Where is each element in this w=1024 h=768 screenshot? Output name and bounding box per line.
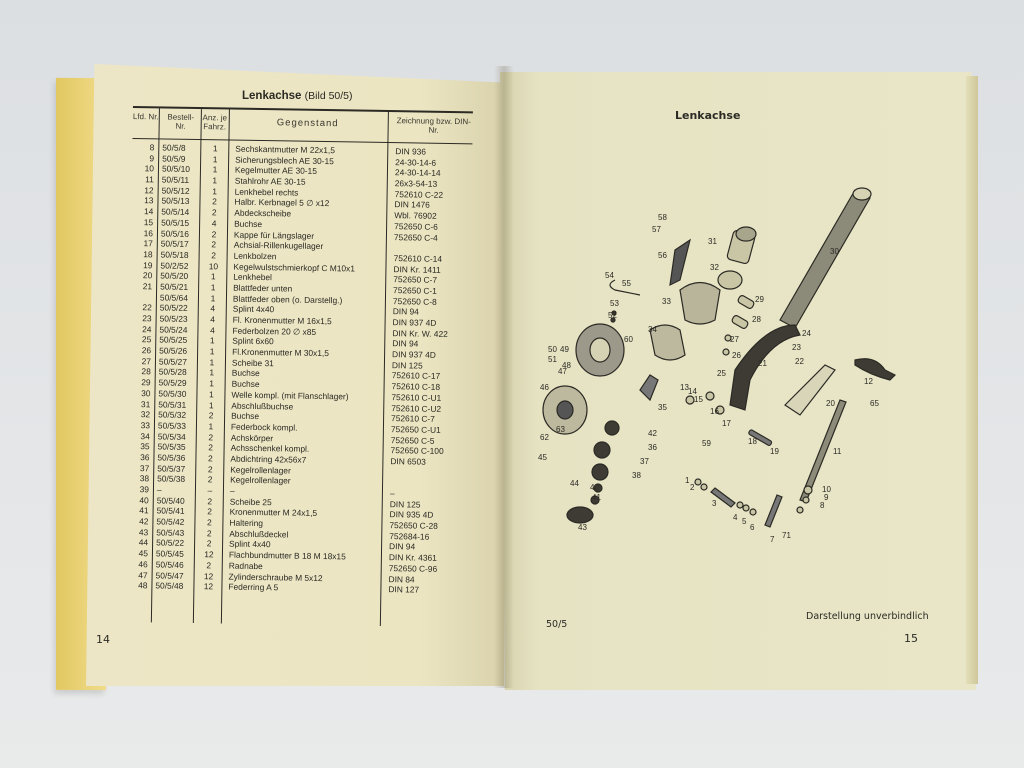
row-lfd-nr: 37 bbox=[139, 462, 150, 473]
diagram-part-label: 12 bbox=[864, 377, 873, 386]
row-zeichnung: 752610 C-U2 bbox=[391, 402, 442, 414]
row-lfd-nr: 16 bbox=[143, 227, 154, 238]
page-number-right: 15 bbox=[904, 632, 918, 645]
row-anzahl: 2 bbox=[208, 431, 214, 442]
row-anzahl: 2 bbox=[206, 527, 212, 539]
row-gegenstand: Abschlußdeckel bbox=[229, 528, 289, 540]
diagram-part-label: 23 bbox=[792, 343, 801, 352]
row-gegenstand: – bbox=[229, 485, 235, 496]
row-gegenstand: Scheibe 25 bbox=[229, 496, 272, 507]
diagram-part-label: 65 bbox=[870, 399, 879, 408]
header-zeichnung: Zeichnung bzw. DIN-Nr. bbox=[396, 116, 471, 135]
row-bestell-nr: 50/5/33 bbox=[157, 420, 186, 431]
diagram-part-label: 43 bbox=[578, 523, 587, 532]
row-anzahl: 1 bbox=[208, 399, 214, 410]
row-zeichnung: DIN 125 bbox=[389, 498, 421, 510]
row-gegenstand: Halbr. Kerbnagel 5 ∅ x12 bbox=[234, 197, 330, 209]
diagram-part-label: 31 bbox=[708, 237, 717, 246]
row-anzahl: 2 bbox=[211, 228, 217, 239]
row-anzahl: 1 bbox=[212, 186, 218, 197]
diagram-part-label: 50 bbox=[548, 345, 557, 354]
row-lfd-nr: 12 bbox=[144, 184, 154, 196]
row-anzahl: 1 bbox=[208, 421, 214, 432]
row-gegenstand: Stahlrohr AE 30-15 bbox=[234, 175, 306, 187]
row-zeichnung: DIN 84 bbox=[388, 573, 415, 584]
row-bestell-nr: 50/2/52 bbox=[160, 260, 189, 271]
row-gegenstand: Fl. Kronenmutter M 16x1,5 bbox=[232, 314, 332, 327]
diagram-part-label: 53 bbox=[610, 299, 619, 308]
row-bestell-nr: 50/5/20 bbox=[160, 270, 189, 282]
row-bestell-nr: 50/5/24 bbox=[159, 324, 188, 335]
row-lfd-nr: 8 bbox=[149, 142, 155, 153]
row-bestell-nr: 50/5/43 bbox=[156, 527, 185, 538]
diagram-part-label: 60 bbox=[624, 335, 633, 344]
row-gegenstand: Kappe für Längslager bbox=[233, 229, 315, 241]
row-zeichnung: DIN 937 4D bbox=[392, 349, 436, 360]
row-bestell-nr: 50/5/17 bbox=[160, 238, 189, 250]
row-zeichnung: 752650 C-7 bbox=[393, 274, 438, 286]
row-lfd-nr: 34 bbox=[140, 430, 150, 441]
row-zeichnung: 752610 C-7 bbox=[391, 413, 435, 424]
diagram-part-label: 9 bbox=[824, 493, 829, 502]
row-bestell-nr: 50/5/25 bbox=[159, 334, 188, 346]
row-bestell-nr: 50/5/42 bbox=[156, 516, 185, 527]
row-gegenstand: Federring A 5 bbox=[228, 581, 279, 593]
diagram-part-label: 3 bbox=[712, 499, 717, 508]
header-lfd-nr: Lfd. Nr. bbox=[132, 112, 159, 122]
diagram-part-label: 1 bbox=[685, 476, 690, 485]
diagram-part-label: 14 bbox=[688, 387, 697, 396]
diagram-part-label: 32 bbox=[710, 263, 719, 272]
row-gegenstand: Welle kompl. (mit Flanschlager) bbox=[231, 389, 349, 402]
row-gegenstand: Achsial-Rillenkugellager bbox=[233, 239, 324, 252]
row-anzahl: 1 bbox=[212, 153, 218, 165]
row-lfd-nr: 29 bbox=[141, 377, 151, 388]
diagram-part-label: 27 bbox=[730, 335, 739, 344]
row-lfd-nr: 38 bbox=[139, 473, 150, 484]
row-gegenstand: Kegelmutter AE 30-15 bbox=[234, 164, 317, 177]
row-lfd-nr: 10 bbox=[144, 163, 155, 174]
row-lfd-nr: 42 bbox=[139, 516, 149, 527]
diagram-part-label: 49 bbox=[560, 345, 569, 354]
diagram-part-label: 42 bbox=[648, 429, 657, 438]
row-anzahl: 1 bbox=[212, 175, 218, 186]
row-anzahl: 1 bbox=[210, 292, 216, 303]
diagram-title: Lenkachse bbox=[675, 109, 741, 122]
row-anzahl: 2 bbox=[211, 250, 217, 261]
diagram-part-label: 54 bbox=[605, 271, 614, 280]
row-anzahl: 1 bbox=[209, 389, 214, 400]
row-anzahl: 2 bbox=[207, 506, 213, 517]
diagram-part-label: 37 bbox=[640, 457, 649, 466]
row-bestell-nr: 50/5/64 bbox=[159, 292, 188, 303]
row-anzahl: 1 bbox=[209, 335, 215, 346]
row-lfd-nr: 32 bbox=[140, 409, 151, 420]
row-anzahl: 4 bbox=[210, 303, 216, 314]
row-zeichnung: 26x3-54-13 bbox=[394, 178, 438, 189]
diagram-part-label: 58 bbox=[658, 213, 667, 222]
row-zeichnung: 752650 C-1 bbox=[393, 285, 437, 296]
row-gegenstand: Flachbundmutter B 18 M 18x15 bbox=[228, 549, 346, 562]
diagram-part-label: 30 bbox=[830, 247, 839, 256]
row-zeichnung: DIN Kr. 1411 bbox=[393, 263, 441, 275]
diagram-part-label: 8 bbox=[820, 501, 825, 510]
row-gegenstand: Sicherungsblech AE 30-15 bbox=[235, 154, 334, 166]
diagram-part-label: 20 bbox=[826, 399, 835, 408]
row-zeichnung: 752650 C-28 bbox=[389, 520, 438, 531]
row-bestell-nr: 50/5/22 bbox=[156, 537, 185, 549]
row-anzahl: 2 bbox=[212, 196, 217, 207]
row-lfd-nr: 30 bbox=[141, 387, 151, 399]
row-anzahl: 2 bbox=[207, 463, 213, 474]
row-bestell-nr: 50/5/34 bbox=[157, 430, 186, 442]
row-lfd-nr: 40 bbox=[139, 494, 149, 505]
row-zeichnung: 24-30-14-6 bbox=[395, 156, 437, 168]
row-gegenstand: Federbolzen 20 ∅ x85 bbox=[232, 325, 317, 337]
row-anzahl: 4 bbox=[210, 314, 216, 325]
row-zeichnung: Wbl. 76902 bbox=[394, 210, 437, 221]
diagram-part-label: 15 bbox=[694, 395, 703, 404]
row-lfd-nr: 23 bbox=[142, 313, 152, 324]
row-bestell-nr: 50/5/48 bbox=[155, 580, 184, 592]
diagram-part-label: 57 bbox=[652, 225, 661, 234]
row-bestell-nr: 50/5/11 bbox=[161, 174, 190, 185]
diagram-part-label: 7 bbox=[770, 535, 775, 544]
row-bestell-nr: 50/5/14 bbox=[161, 206, 190, 218]
row-zeichnung: 752610 C-U1 bbox=[391, 391, 442, 403]
page-number-left: 14 bbox=[96, 633, 110, 646]
row-anzahl: 2 bbox=[211, 207, 217, 218]
diagram-part-label: 59 bbox=[702, 439, 711, 448]
row-zeichnung: DIN 94 bbox=[389, 541, 416, 552]
row-anzahl: 1 bbox=[209, 367, 215, 378]
row-lfd-nr: 9 bbox=[149, 152, 155, 164]
row-bestell-nr: 50/5/8 bbox=[162, 142, 186, 153]
row-bestell-nr: 50/5/40 bbox=[156, 495, 185, 506]
row-lfd-nr: 14 bbox=[143, 206, 154, 217]
row-zeichnung: 752610 C-22 bbox=[394, 188, 444, 200]
row-bestell-nr: 50/5/26 bbox=[159, 345, 188, 356]
row-lfd-nr: 33 bbox=[140, 420, 151, 431]
row-zeichnung: 752610 C-18 bbox=[391, 381, 441, 392]
row-lfd-nr: 27 bbox=[141, 355, 152, 367]
row-gegenstand: Lenkhebel rechts bbox=[234, 186, 299, 198]
row-lfd-nr: 47 bbox=[138, 569, 148, 580]
diagram-part-label: 11 bbox=[833, 447, 842, 456]
row-zeichnung: DIN Kr. 4361 bbox=[388, 552, 437, 563]
header-bestell-nr: Bestell- Nr. bbox=[167, 112, 195, 131]
row-anzahl: 2 bbox=[211, 239, 217, 250]
diagram-part-label: 38 bbox=[632, 471, 641, 480]
diagram-part-label: 56 bbox=[658, 251, 667, 260]
diagram-part-label: 55 bbox=[622, 279, 631, 288]
row-zeichnung: 24-30-14-14 bbox=[394, 167, 441, 179]
row-gegenstand: Kegelrollenlager bbox=[230, 474, 291, 486]
row-zeichnung: DIN 936 bbox=[395, 146, 427, 157]
row-anzahl: 2 bbox=[206, 538, 212, 549]
diagram-part-label: 25 bbox=[717, 369, 726, 378]
diagram-part-label: 26 bbox=[732, 351, 741, 360]
row-bestell-nr: 50/5/41 bbox=[156, 505, 185, 517]
page-stack-edge bbox=[966, 76, 978, 684]
row-gegenstand: Sechskantmutter M 22x1,5 bbox=[235, 143, 336, 156]
row-lfd-nr: 41 bbox=[139, 505, 149, 516]
row-zeichnung: – bbox=[389, 488, 395, 499]
row-lfd-nr: 20 bbox=[142, 270, 153, 281]
row-zeichnung: DIN 125 bbox=[391, 359, 423, 371]
diagram-part-label: 10 bbox=[822, 485, 831, 494]
row-zeichnung: 752650 C-6 bbox=[394, 220, 438, 232]
figure-code: 50/5 bbox=[546, 619, 568, 630]
row-bestell-nr: 50/5/15 bbox=[161, 217, 190, 228]
row-gegenstand: Kegelwulstschmierkopf C M10x1 bbox=[233, 261, 356, 274]
row-lfd-nr: 22 bbox=[142, 302, 152, 313]
row-zeichnung: DIN 94 bbox=[392, 306, 419, 317]
row-bestell-nr: 50/5/46 bbox=[155, 559, 184, 570]
row-anzahl: – bbox=[207, 485, 213, 496]
row-gegenstand: Kegelrollenlager bbox=[230, 464, 291, 476]
row-gegenstand: Buchse bbox=[234, 218, 263, 229]
row-bestell-nr: 50/5/37 bbox=[157, 463, 186, 474]
diagram-part-label: 4 bbox=[733, 513, 738, 522]
diagram-part-label: 62 bbox=[540, 433, 549, 442]
diagram-part-label: 29 bbox=[755, 295, 764, 304]
diagram-part-label: 16 bbox=[710, 407, 719, 416]
row-bestell-nr: 50/5/30 bbox=[158, 388, 187, 399]
row-gegenstand: Buchse bbox=[231, 410, 260, 422]
diagram-part-label: 24 bbox=[802, 329, 811, 338]
row-bestell-nr: 50/5/9 bbox=[162, 153, 186, 164]
row-anzahl: 2 bbox=[208, 410, 214, 421]
row-bestell-nr: 50/5/16 bbox=[160, 227, 190, 239]
row-gegenstand: Blattfeder unten bbox=[233, 282, 293, 294]
diagram-part-label: 18 bbox=[748, 437, 757, 446]
row-bestell-nr: 50/5/36 bbox=[157, 452, 186, 463]
diagram-part-label: 52 bbox=[608, 311, 617, 320]
row-bestell-nr: 50/5/31 bbox=[158, 398, 187, 410]
row-lfd-nr: 17 bbox=[143, 238, 153, 249]
header-gegenstand: Gegenstand bbox=[276, 117, 339, 130]
row-anzahl: 1 bbox=[210, 282, 216, 293]
row-bestell-nr: 50/5/10 bbox=[161, 163, 191, 175]
row-lfd-nr: 11 bbox=[145, 174, 154, 185]
row-bestell-nr: 50/5/18 bbox=[160, 249, 189, 260]
row-zeichnung: 752610 C-14 bbox=[393, 252, 443, 264]
diagram-part-label: 41 bbox=[592, 493, 601, 502]
row-gegenstand: Achskörper bbox=[230, 432, 274, 443]
row-zeichnung: DIN 1476 bbox=[394, 199, 430, 211]
row-lfd-nr: 31 bbox=[140, 398, 151, 409]
row-zeichnung: 752610 C-17 bbox=[391, 370, 441, 382]
exploded-parts-diagram bbox=[530, 170, 930, 560]
row-anzahl: 12 bbox=[203, 570, 214, 581]
row-bestell-nr: 50/5/29 bbox=[158, 377, 187, 389]
row-lfd-nr: 44 bbox=[138, 537, 149, 548]
row-gegenstand: Radnabe bbox=[228, 560, 263, 571]
row-anzahl: 4 bbox=[211, 218, 217, 229]
row-anzahl: 1 bbox=[212, 164, 218, 175]
row-zeichnung: 752650 C-5 bbox=[390, 434, 435, 446]
row-bestell-nr: 50/5/22 bbox=[159, 302, 188, 314]
row-bestell-nr: 50/5/12 bbox=[161, 185, 190, 196]
row-zeichnung: 752650 C-U1 bbox=[390, 423, 441, 435]
row-anzahl: 2 bbox=[207, 474, 213, 485]
diagram-part-label: 34 bbox=[648, 325, 657, 334]
row-bestell-nr: 50/5/38 bbox=[157, 473, 186, 485]
diagram-part-label: 46 bbox=[540, 383, 549, 392]
row-anzahl: 12 bbox=[203, 581, 214, 592]
row-zeichnung: 752650 C-4 bbox=[393, 231, 438, 243]
row-anzahl: 2 bbox=[208, 442, 214, 453]
row-gegenstand: Buchse bbox=[231, 378, 260, 390]
row-zeichnung: DIN 94 bbox=[392, 338, 419, 349]
diagram-part-label: 5 bbox=[742, 517, 747, 526]
row-lfd-nr: 46 bbox=[138, 558, 148, 570]
row-gegenstand: Buchse bbox=[231, 368, 260, 379]
row-gegenstand: Lenkhebel bbox=[233, 271, 273, 283]
spine-shadow bbox=[494, 66, 514, 688]
table-title-text: Lenkachse bbox=[242, 90, 302, 102]
row-anzahl: 2 bbox=[207, 495, 213, 506]
diagram-part-label: 48 bbox=[562, 361, 571, 370]
row-gegenstand: Zylinderschraube M 5x12 bbox=[228, 571, 323, 583]
row-anzahl: 1 bbox=[209, 346, 215, 357]
row-zeichnung: 752650 C-8 bbox=[392, 295, 437, 307]
row-bestell-nr: 50/5/21 bbox=[160, 281, 189, 292]
row-lfd-nr: 39 bbox=[139, 484, 150, 495]
row-zeichnung: DIN 935 4D bbox=[389, 509, 434, 521]
header-anzahl: Anz. je Fahrz. bbox=[202, 113, 228, 132]
row-zeichnung: DIN 937 4D bbox=[392, 317, 437, 328]
row-lfd-nr: 36 bbox=[140, 452, 150, 463]
table-subtitle: (Bild 50/5) bbox=[304, 90, 353, 102]
diagram-part-label: 71 bbox=[782, 531, 791, 540]
row-gegenstand: Fl.Kronenmutter M 30x1,5 bbox=[232, 346, 330, 359]
row-zeichnung: DIN Kr. W. 422 bbox=[392, 327, 448, 339]
diagram-part-label: 35 bbox=[658, 403, 667, 412]
row-gegenstand: Blattfeder oben (o. Darstellg.) bbox=[232, 293, 343, 305]
disclaimer-note: Darstellung unverbindlich bbox=[806, 611, 929, 622]
row-gegenstand: Splint 4x40 bbox=[232, 303, 275, 315]
row-bestell-nr: 50/5/32 bbox=[158, 409, 187, 421]
table-body bbox=[125, 142, 472, 596]
row-bestell-nr: 50/5/28 bbox=[158, 366, 187, 378]
diagram-part-label: 33 bbox=[662, 297, 671, 306]
row-zeichnung: 752650 C-96 bbox=[388, 562, 438, 574]
row-gegenstand: Splint 4x40 bbox=[229, 539, 271, 550]
row-gegenstand: Scheibe 31 bbox=[231, 357, 274, 368]
row-zeichnung: 752650 C-100 bbox=[390, 445, 444, 457]
row-gegenstand: Achsschenkel kompl. bbox=[230, 442, 310, 455]
diagram-part-label: 13 bbox=[680, 383, 689, 392]
row-zeichnung: DIN 6503 bbox=[390, 456, 426, 467]
row-gegenstand: Federbock kompl. bbox=[230, 421, 298, 433]
row-bestell-nr: – bbox=[156, 484, 162, 495]
diagram-part-label: 47 bbox=[558, 367, 567, 376]
row-anzahl: 4 bbox=[210, 324, 215, 335]
diagram-part-label: 44 bbox=[570, 479, 579, 488]
row-lfd-nr: 45 bbox=[138, 548, 149, 559]
row-lfd-nr: 43 bbox=[138, 526, 149, 538]
diagram-part-label: 51 bbox=[548, 355, 557, 364]
row-anzahl: 12 bbox=[204, 549, 214, 560]
diagram-part-label: 36 bbox=[648, 443, 657, 452]
row-lfd-nr: 25 bbox=[141, 334, 152, 345]
diagram-part-label: 6 bbox=[750, 523, 755, 532]
row-gegenstand: Abschlußbuchse bbox=[231, 400, 294, 412]
diagram-part-label: 19 bbox=[770, 447, 779, 456]
diagram-part-label: 17 bbox=[722, 419, 731, 428]
row-lfd-nr: 24 bbox=[142, 323, 152, 335]
diagram-part-label: 2 bbox=[690, 483, 695, 492]
row-bestell-nr: 50/5/23 bbox=[159, 313, 188, 324]
row-lfd-nr: 28 bbox=[141, 366, 151, 377]
row-zeichnung: DIN 127 bbox=[388, 584, 420, 595]
row-bestell-nr: 50/5/13 bbox=[161, 195, 190, 207]
row-lfd-nr: 15 bbox=[143, 216, 154, 228]
row-bestell-nr: 50/5/27 bbox=[158, 356, 187, 367]
row-lfd-nr: 18 bbox=[143, 249, 153, 260]
row-anzahl: 1 bbox=[209, 378, 215, 389]
row-lfd-nr: 26 bbox=[141, 345, 152, 356]
row-bestell-nr: 50/5/35 bbox=[157, 441, 186, 453]
row-gegenstand: Splint 6x60 bbox=[232, 335, 274, 347]
row-lfd-nr: 19 bbox=[143, 259, 153, 270]
row-anzahl: 1 bbox=[212, 143, 218, 154]
row-anzahl: 1 bbox=[209, 356, 215, 368]
diagram-part-label: 45 bbox=[538, 453, 547, 462]
row-gegenstand: Abdeckscheibe bbox=[234, 207, 292, 219]
row-anzahl: 2 bbox=[206, 560, 212, 571]
row-anzahl: 2 bbox=[207, 517, 212, 528]
table-title bbox=[242, 90, 353, 102]
row-bestell-nr: 50/5/45 bbox=[155, 548, 184, 559]
diagram-part-label: 63 bbox=[556, 425, 565, 434]
row-gegenstand: Haltering bbox=[229, 517, 264, 529]
row-lfd-nr: 13 bbox=[144, 195, 154, 206]
row-anzahl: 10 bbox=[208, 260, 219, 271]
row-lfd-nr: 35 bbox=[140, 441, 150, 452]
row-anzahl: 2 bbox=[208, 453, 213, 464]
row-gegenstand: Abdichtring 42x56x7 bbox=[230, 453, 307, 465]
row-anzahl: 1 bbox=[210, 271, 216, 282]
row-gegenstand: Lenkbolzen bbox=[233, 250, 277, 262]
diagram-part-label: 22 bbox=[795, 357, 804, 366]
diagram-part-label: 21 bbox=[758, 359, 767, 368]
row-lfd-nr: 48 bbox=[138, 580, 148, 591]
row-gegenstand: Kronenmutter M 24x1,5 bbox=[229, 506, 318, 519]
diagram-part-label: 40 bbox=[590, 483, 599, 492]
row-bestell-nr: 50/5/47 bbox=[155, 569, 184, 581]
diagram-part-label: 28 bbox=[752, 315, 761, 324]
row-zeichnung: 752684-16 bbox=[389, 530, 430, 542]
row-lfd-nr: 21 bbox=[142, 281, 153, 292]
